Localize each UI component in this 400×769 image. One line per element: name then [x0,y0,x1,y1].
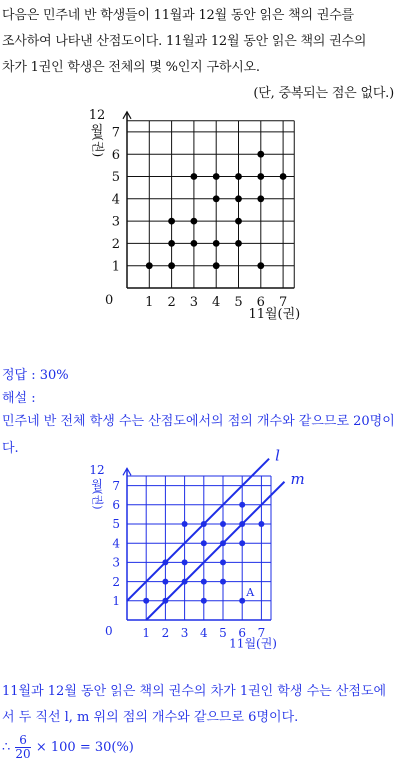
y-tick-label: 5 [111,170,120,186]
data-point [258,521,264,527]
y-tick-label: 2 [111,236,120,252]
formula-rest: × 100 = 30(%) [35,740,134,755]
y-tick-label: 6 [111,147,120,163]
data-point [220,579,226,585]
data-point [235,195,242,202]
data-point [168,240,175,247]
line-label-l: l [275,446,280,465]
data-point [168,262,175,269]
data-point [257,195,264,202]
y-axis-label-paren: (권) [91,490,104,510]
data-point [162,579,168,585]
y-axis-label-unit: 월 [91,478,103,492]
data-point [280,173,287,180]
y-tick-label: 6 [112,498,120,512]
x-tick-label: 7 [257,626,266,640]
x-tick-label: 6 [238,626,247,640]
explanation-line-3: 11월과 12월 동안 읽은 책의 권수의 차가 1권인 학생 수는 산점도에 [2,684,387,699]
data-point [213,173,220,180]
x-tick-label: 2 [167,295,176,310]
data-point [191,173,198,180]
data-point [191,218,198,225]
data-point [143,598,149,604]
data-point [213,262,220,269]
data-point [182,521,188,527]
y-axis-label-number: 12 [88,107,106,123]
data-point [239,540,245,546]
line-l [127,459,269,601]
x-tick-label: 1 [145,295,154,310]
data-point [162,559,168,565]
formula [2,734,134,761]
data-point [220,540,226,546]
data-point [213,195,220,202]
x-axis-label: 11월(권) [248,306,301,322]
x-tick-label: 6 [256,295,265,310]
y-tick-label: 1 [112,594,120,608]
x-tick-label: 3 [180,626,189,640]
data-point [201,598,207,604]
explanation-title: 해설 : [2,391,36,406]
question-line-1: 다음은 민주네 반 학생들이 11월과 12월 동안 읽은 책의 권수를 [2,8,354,23]
explanation-line-4: 서 두 직선 l, m 위의 점의 개수와 같으므로 6명이다. [2,710,299,725]
y-axis-label-number: 12 [89,463,105,477]
x-tick-label: 5 [234,295,243,310]
x-tick-label: 5 [219,626,227,640]
explanation-line-2: 다. [2,441,19,456]
y-tick-label: 3 [112,555,120,570]
y-tick-label: 7 [112,478,120,493]
data-point [257,173,264,180]
fraction-denominator: 20 [15,747,31,761]
x-tick-label: 1 [142,626,151,640]
data-point [162,598,168,604]
line-label-m: m [290,469,305,488]
data-point [168,218,175,225]
data-point [239,598,245,604]
data-point [220,559,226,565]
y-tick-label: 1 [111,259,120,275]
answer-label: 정답 : 30% [2,368,69,383]
question-note: (단, 중복되는 점은 없다.) [253,86,394,101]
y-tick-label: 7 [111,125,120,141]
data-point [239,502,245,508]
question-line-3: 차가 1권인 학생은 전체의 몇 %인지 구하시오. [2,60,260,75]
fraction-numerator: 6 [15,734,30,748]
data-point [201,521,207,527]
x-tick-label: 2 [161,626,170,640]
y-tick-label: 2 [112,574,120,589]
annotation-label: A [246,585,255,599]
x-tick-label: 3 [189,295,199,310]
data-point [235,240,242,247]
data-point [182,579,188,585]
y-tick-label: 4 [111,192,120,208]
y-axis-label-paren: (권) [91,136,105,158]
question-text [2,3,398,107]
data-point [191,240,198,247]
x-axis-label: 11월(권) [229,636,277,651]
y-tick-label: 4 [112,536,120,551]
fraction [15,734,30,761]
x-tick-label: 7 [278,295,288,310]
data-point [220,521,226,527]
data-point [239,521,245,527]
y-tick-label: 5 [112,517,120,532]
therefore-symbol: ∴ [2,740,11,755]
data-point [146,262,153,269]
origin-label: 0 [105,293,114,308]
scatter-plot-explanation [0,446,400,678]
x-tick-label: 4 [199,626,208,640]
data-point [257,151,264,158]
data-point [182,559,188,565]
question-line-2: 조사하여 나타낸 산점도이다. 11월과 12월 동안 읽은 책의 권수의 [2,34,367,49]
y-axis-label-unit: 월 [90,123,104,139]
data-point [235,173,242,180]
data-point [235,218,242,225]
scatter-plot-question [0,108,400,348]
data-point [201,540,207,546]
data-point [257,262,264,269]
x-tick-label: 4 [212,295,221,310]
origin-label: 0 [105,624,113,638]
explanation-line-1: 민주네 반 전체 학생 수는 산점도에서의 점의 개수와 같으므로 20명이 [2,414,395,429]
data-point [213,240,220,247]
data-point [201,579,207,585]
y-tick-label: 3 [111,214,120,230]
